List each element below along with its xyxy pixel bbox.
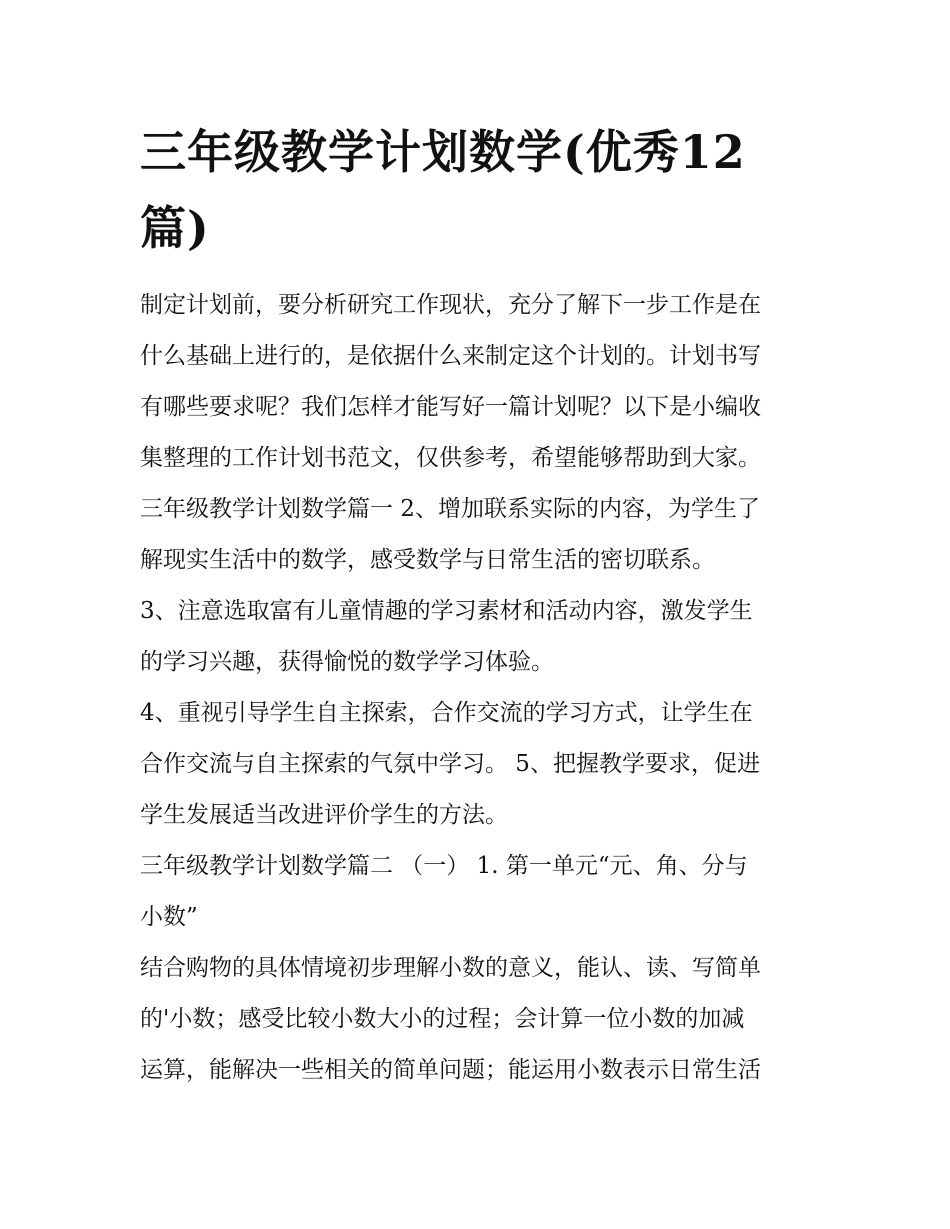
title-line-1: 三年级教学计划数学(优秀12 — [140, 125, 746, 179]
paragraph-intro: 制定计划前，要分析研究工作现状，充分了解下一步工作是在 什么基础上进行的，是依据什么来制定这个计划的。计划书写 有哪些要求呢？我们怎样才能写好一篇计划呢？以下是小编收 集整理的工作计划书范文，仅供参考，希望能够帮助到大家。 — [140, 292, 761, 471]
paragraph-item-3: 3、注意选取富有儿童情趣的学习素材和活动内容，激发学生 的学习兴趣，获得愉悦的数学学习体验。 — [140, 598, 753, 675]
document-paragraphs — [140, 280, 830, 1096]
document-title — [140, 114, 830, 266]
document-body — [140, 114, 830, 1096]
paragraph-item-4: 4、重视引导学生自主探索，合作交流的学习方式，让学生在 合作交流与自主探索的气氛中学习。 5、把握教学要求，促进 学生发展适当改进评价学生的方法。 — [140, 700, 760, 828]
title-line-2: 篇) — [140, 201, 210, 255]
paragraph-plan-two: 三年级教学计划数学篇二 （一） 1. 第一单元“元、角、分与 小数” — [140, 853, 748, 930]
paragraph-unit-one: 结合购物的具体情境初步理解小数的意义，能认、读、写简单 的'小数；感受比较小数大小的过程；会计算一位小数的加减 运算，能解决一些相关的简单问题；能运用小数表示日常生活 — [140, 955, 761, 1083]
paragraph-plan-one: 三年级教学计划数学篇一 2、增加联系实际的内容，为学生了 解现实生活中的数学，感受数学与日常生活的密切联系。 — [140, 496, 760, 573]
